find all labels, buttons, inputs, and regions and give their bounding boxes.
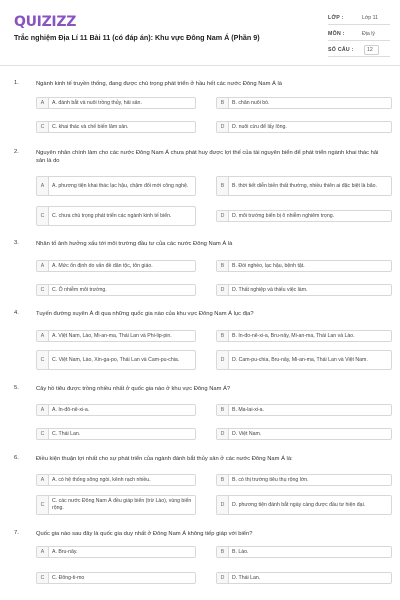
subject-field (328, 28, 390, 41)
question-text: Quốc gia nào sau đây là quốc gia duy nhất ở Đông Nam Á không tiếp giáp với biển? (36, 531, 253, 537)
option-letter: A (37, 405, 49, 415)
option-text: D. Việt Nam. (232, 430, 262, 437)
option-text: B. Ma-lai-xi-a. (232, 406, 264, 413)
option-letter: C (37, 573, 49, 583)
option-d[interactable] (216, 210, 392, 222)
option-letter: B (217, 547, 229, 557)
option-text: B. chăn nuôi bò. (232, 99, 270, 106)
question-number: 3. (14, 240, 19, 246)
option-letter: C (37, 429, 49, 439)
option-letter: A (37, 475, 49, 485)
option-b[interactable] (216, 97, 392, 109)
option-text: B. Lào. (232, 548, 249, 555)
option-text: D. nuôi cừu để lấy lông. (232, 123, 287, 130)
option-text: D. Cam-pu-chia, Bru-nây, Mi-an-ma, Thái Lan và Việt Nam. (232, 356, 368, 363)
subject-value: Địa lý (362, 31, 375, 37)
question-text: Nguyên nhân chính làm cho các nước Đông Nam Á chưa phát huy được lợi thế của tài nguyên biển để phát triển ngành khai thác hải sản là do (36, 150, 379, 164)
option-a[interactable] (36, 404, 196, 416)
option-c[interactable] (36, 350, 196, 370)
option-b[interactable] (216, 260, 392, 272)
option-text: A. Mức ổn định do vấn đề dân tộc, tôn giáo. (52, 262, 153, 269)
question-text: Cây hồ tiêu được trồng nhiều nhất ở quốc gia nào ở khu vực Đông Nam Á? (36, 386, 231, 392)
option-a[interactable] (36, 330, 196, 342)
option-letter: D (217, 496, 229, 514)
option-text: B. có thị trường tiêu thụ rộng lớn. (232, 476, 309, 483)
option-c[interactable] (36, 284, 196, 296)
option-letter: B (217, 405, 229, 415)
option-c[interactable] (36, 206, 196, 226)
option-letter: D (217, 351, 229, 369)
option-a[interactable] (36, 260, 196, 272)
option-text: C. chưa chú trọng phát triển các ngành kinh tế biển. (52, 212, 172, 219)
quizizz-logo: QUIZIZZ (14, 14, 77, 30)
option-text: C. Thái Lan. (52, 430, 81, 437)
option-d[interactable] (216, 284, 392, 296)
question-count-label: SỐ CÂU : (328, 47, 354, 53)
option-letter: A (37, 331, 49, 341)
class-field (328, 12, 390, 25)
option-text: B. thời tiết diễn biến thất thường, nhiều thiên ai đặc biệt là bão. (232, 182, 377, 189)
question-number: 7. (14, 530, 19, 536)
option-letter: B (217, 475, 229, 485)
worksheet-title: Trắc nghiệm Địa Lí 11 Bài 11 (có đáp án): Khu vực Đông Nam Á (Phần 9) (14, 33, 260, 42)
option-text: A. Việt Nam, Lào, Mi-an-ma, Thái Lan và Phi-lip-pin. (52, 332, 172, 339)
option-text: B. In-đo-nê-xi-a, Bru-nây, Mi-an-ma, Thái Lan và Lào. (232, 332, 355, 339)
option-letter: A (37, 547, 49, 557)
question-number: 4. (14, 310, 19, 316)
option-letter: C (37, 351, 49, 369)
question-number: 6. (14, 455, 19, 461)
option-a[interactable] (36, 97, 196, 109)
option-text: A. đánh bắt và nuôi trồng thủy, hải sản. (52, 99, 142, 106)
option-letter: D (217, 573, 229, 583)
option-c[interactable] (36, 572, 196, 584)
option-text: A. có hệ thống sông ngòi, kênh rạch nhiều. (52, 476, 151, 483)
option-text: D. Thái Lan. (232, 574, 261, 581)
option-letter: C (37, 285, 49, 295)
option-d[interactable] (216, 572, 392, 584)
question-text: Nhân tố ảnh hưởng xấu tới môi trường đầu tư của các nước Đông Nam Á là (36, 241, 233, 247)
option-text: A. phương tiện khai thác lạc hậu, chậm đổi mới công nghệ. (52, 182, 189, 189)
option-text: C. Việt Nam, Lào, Xin-ga-po, Thái Lan và Cam-pu-chia. (52, 356, 180, 363)
option-d[interactable] (216, 121, 392, 133)
option-text: D. phương tiện đánh bắt ngày càng được đầu tư hiện đại. (232, 501, 366, 508)
question-number: 2. (14, 149, 19, 155)
option-d[interactable] (216, 495, 392, 515)
class-value: Lớp 11 (362, 15, 378, 21)
option-a[interactable] (36, 474, 196, 486)
option-text: D. môi trường biển bị ô nhiễm nghiêm trọng. (232, 212, 335, 219)
option-c[interactable] (36, 428, 196, 440)
option-text: A. Bru-nây. (52, 548, 78, 555)
option-b[interactable] (216, 330, 392, 342)
option-letter: D (217, 429, 229, 439)
option-a[interactable] (36, 176, 196, 196)
worksheet-header (0, 0, 400, 66)
question-count-value: 12 (364, 45, 379, 55)
question-text: Tuyến đường xuyên Á đi qua những quốc gia nào của khu vực Đông Nam Á lục địa? (36, 311, 254, 317)
option-letter: D (217, 285, 229, 295)
option-b[interactable] (216, 546, 392, 558)
option-c[interactable] (36, 121, 196, 133)
option-letter: B (217, 261, 229, 271)
question-count-field (328, 44, 390, 57)
option-text: C. khai thác và chế biến lâm sản. (52, 123, 129, 130)
class-label: LỚP : (328, 15, 344, 21)
option-letter: C (37, 122, 49, 132)
option-text: B. Đói nghèo, lạc hậu, bệnh tật. (232, 262, 305, 269)
option-letter: B (217, 98, 229, 108)
question-number: 5. (14, 385, 19, 391)
option-d[interactable] (216, 428, 392, 440)
option-letter: A (37, 98, 49, 108)
option-letter: D (217, 211, 229, 221)
option-d[interactable] (216, 350, 392, 370)
option-letter: B (217, 331, 229, 341)
option-text: C. các nước Đông Nam Á đều giáp biển (trừ Lào), vùng biển rộng. (52, 498, 192, 511)
option-letter: B (217, 177, 229, 195)
option-letter: C (37, 207, 49, 225)
question-text: Ngành kinh tế truyền thống, đang được chú trọng phát triển ở hầu hết các nước Đông Nam Á là (36, 81, 283, 87)
option-text: C. Đông-ti-mo (52, 574, 85, 581)
option-b[interactable] (216, 404, 392, 416)
subject-label: MÔN : (328, 31, 345, 37)
option-letter: A (37, 177, 49, 195)
question-text: Điều kiện thuận lợi nhất cho sự phát triển của ngành đánh bắt thủy sản ở các nước Đông Nam Á là: (36, 456, 293, 462)
option-text: D. Thất nghiệp và thiếu việc làm. (232, 286, 308, 293)
option-a[interactable] (36, 546, 196, 558)
option-b[interactable] (216, 474, 392, 486)
option-letter: D (217, 122, 229, 132)
option-c[interactable] (36, 495, 196, 515)
option-letter: C (37, 496, 49, 514)
question-number: 1. (14, 80, 19, 86)
option-text: C. Ô nhiễm môi trường. (52, 286, 107, 293)
option-letter: A (37, 261, 49, 271)
option-text: A. In-đô-nê-xi-a. (52, 406, 90, 413)
option-b[interactable] (216, 176, 392, 196)
